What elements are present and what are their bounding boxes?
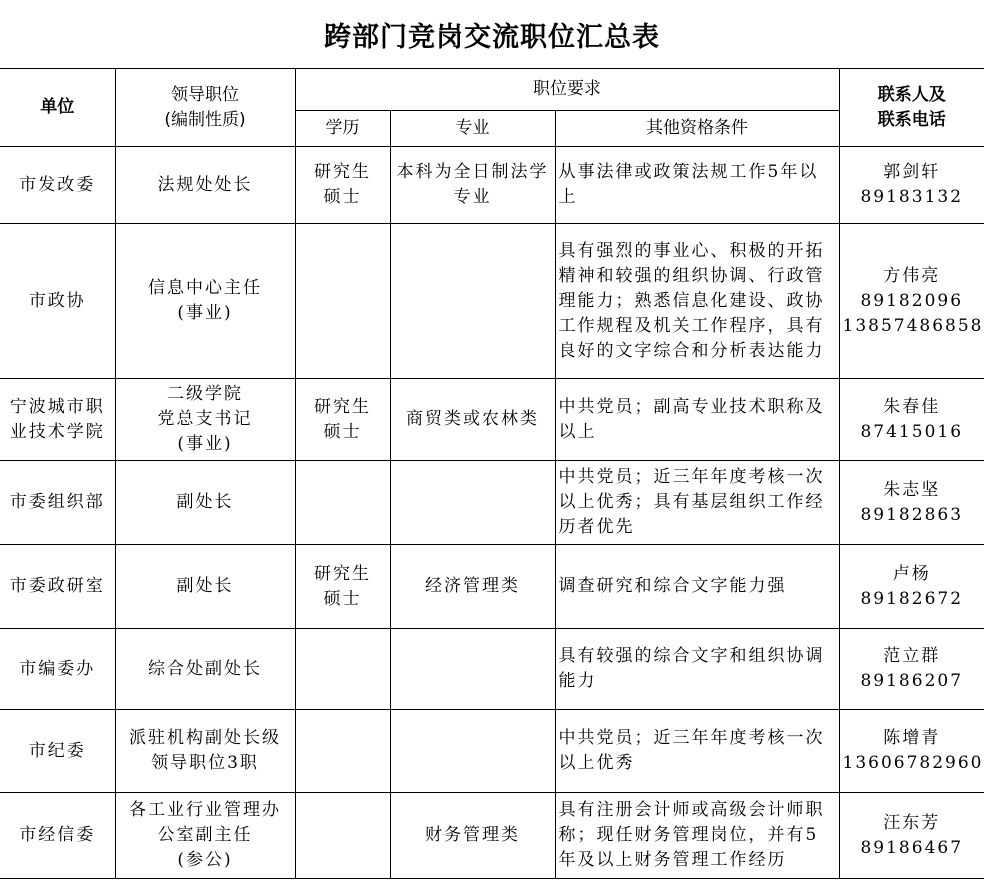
- cell-major: 财务管理类: [390, 793, 555, 879]
- cell-education: [295, 461, 390, 545]
- table-row: [0, 147, 984, 224]
- cell-other: 具有较强的综合文字和组织协调能力: [555, 629, 839, 710]
- cell-position: 二级学院 党总支书记 (事业): [115, 379, 295, 461]
- cell-contact: 方伟亮 89182096 13857486858: [839, 224, 984, 379]
- cell-education: [295, 710, 390, 793]
- header-position: 领导职位 (编制性质): [115, 69, 295, 147]
- cell-education: 研究生 硕士: [295, 545, 390, 629]
- cell-contact: 郭剑轩 89183132: [839, 147, 984, 224]
- header-contact: 联系人及 联系电话: [839, 69, 984, 147]
- cell-other: 调查研究和综合文字能力强: [555, 545, 839, 629]
- cell-contact: 朱春佳 87415016: [839, 379, 984, 461]
- table-row: [0, 224, 984, 379]
- cell-unit: 宁波城市职 业技术学院: [0, 379, 115, 461]
- cell-position: 各工业行业管理办 公室副主任 (参公): [115, 793, 295, 879]
- cell-unit: 市政协: [0, 224, 115, 379]
- header-requirements: 职位要求: [295, 69, 839, 111]
- cell-unit: 市编委办: [0, 629, 115, 710]
- cell-position: 副处长: [115, 545, 295, 629]
- cell-contact: 陈增青 13606782960: [839, 710, 984, 793]
- table-row: [0, 379, 984, 461]
- cell-position: 副处长: [115, 461, 295, 545]
- cell-other: 从事法律或政策法规工作5年以上: [555, 147, 839, 224]
- cell-contact: 朱志坚 89182863: [839, 461, 984, 545]
- cell-education: 研究生 硕士: [295, 147, 390, 224]
- cell-unit: 市纪委: [0, 710, 115, 793]
- header-major: 专业: [390, 111, 555, 147]
- table-row: [0, 793, 984, 879]
- cell-unit: 市委政研室: [0, 545, 115, 629]
- cell-position: 信息中心主任 (事业): [115, 224, 295, 379]
- page-title: 跨部门竞岗交流职位汇总表: [324, 21, 660, 53]
- cell-other: 中共党员；近三年年度考核一次以上优秀；具有基层组织工作经历者优先: [555, 461, 839, 545]
- cell-contact: 汪东芳 89186467: [839, 793, 984, 879]
- cell-position: 派驻机构副处长级 领导职位3职: [115, 710, 295, 793]
- cell-contact: 卢杨 89182672: [839, 545, 984, 629]
- cell-education: 研究生 硕士: [295, 379, 390, 461]
- header-unit: 单位: [0, 69, 115, 147]
- cell-unit: 市经信委: [0, 793, 115, 879]
- cell-other: 具有注册会计师或高级会计师职称；现任财务管理岗位，并有5年及以上财务管理工作经历: [555, 793, 839, 879]
- cell-major: [390, 461, 555, 545]
- cell-education: [295, 629, 390, 710]
- cell-education: [295, 793, 390, 879]
- cell-unit: 市委组织部: [0, 461, 115, 545]
- cell-position: 法规处处长: [115, 147, 295, 224]
- table-row: [0, 710, 984, 793]
- cell-major: 经济管理类: [390, 545, 555, 629]
- table-row: [0, 461, 984, 545]
- header-education: 学历: [295, 111, 390, 147]
- header-other: 其他资格条件: [555, 111, 839, 147]
- cell-position: 综合处副处长: [115, 629, 295, 710]
- cell-major: [390, 710, 555, 793]
- cell-major: 本科为全日制法学 专业: [390, 147, 555, 224]
- positions-table: [0, 68, 984, 879]
- table-row: [0, 545, 984, 629]
- cell-education: [295, 224, 390, 379]
- cell-major: 商贸类或农林类: [390, 379, 555, 461]
- cell-major: [390, 224, 555, 379]
- cell-unit: 市发改委: [0, 147, 115, 224]
- table-row: [0, 629, 984, 710]
- cell-other: 中共党员；副高专业技术职称及以上: [555, 379, 839, 461]
- cell-major: [390, 629, 555, 710]
- cell-other: 具有强烈的事业心、积极的开拓精神和较强的组织协调、行政管理能力；熟悉信息化建设、政协工作规程及机关工作程序，具有良好的文字综合和分析表达能力: [555, 224, 839, 379]
- cell-contact: 范立群 89186207: [839, 629, 984, 710]
- cell-other: 中共党员；近三年年度考核一次以上优秀: [555, 710, 839, 793]
